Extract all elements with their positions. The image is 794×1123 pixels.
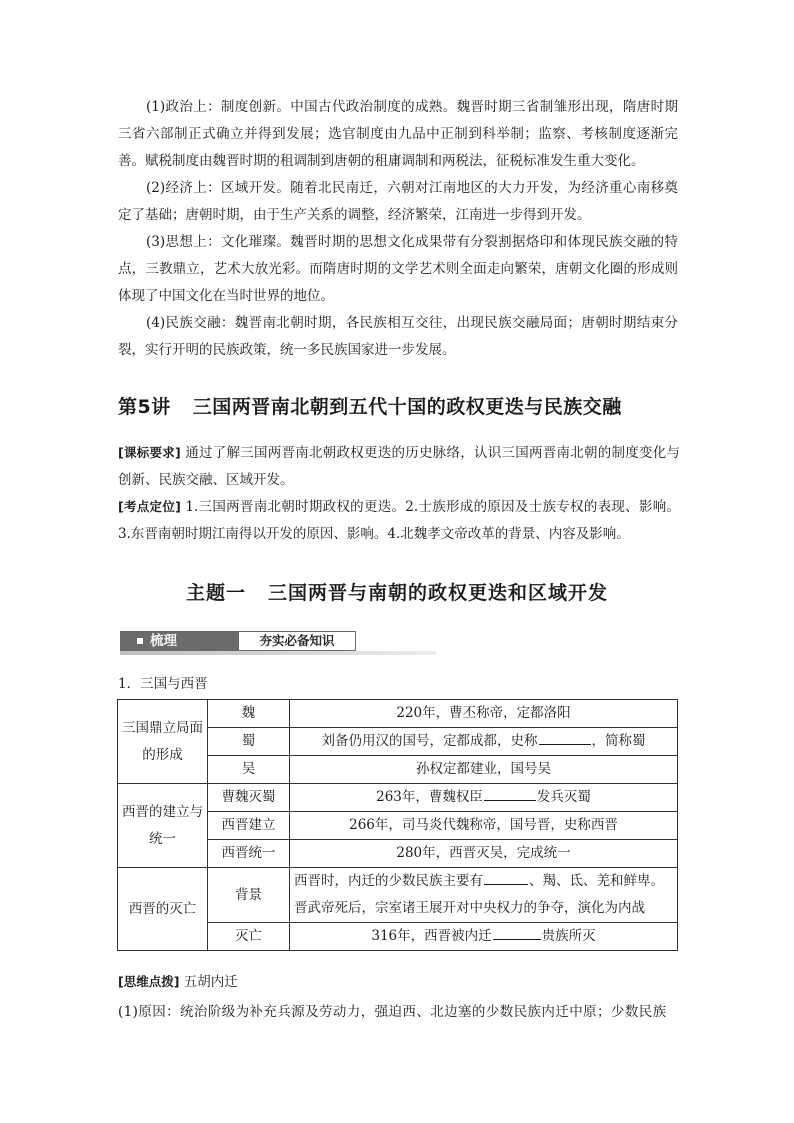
square-bullet-icon bbox=[137, 638, 143, 644]
table-row bbox=[118, 784, 678, 812]
value-cell bbox=[290, 868, 678, 923]
intro-paragraph-thought: (3)思想上：文化璀璨。魏晋时期的思想文化成果带有分裂割据烙印和体现民族交融的特点，三教鼎立，艺术大放光彩。而隋唐时期的文学艺术则全面走向繁荣，唐朝文化圈的形成则体现了中国文化在当时世界的地位。 bbox=[118, 234, 678, 304]
key-cell: 背景 bbox=[208, 868, 290, 923]
key-cell: 灭亡 bbox=[208, 923, 290, 951]
value-text: 西晋时，内迁的少数民族主要有 bbox=[294, 873, 483, 889]
value-cell: 220年，曹丕称帝，定都洛阳 bbox=[290, 700, 678, 728]
thinking-tip-tag: [思维点拨] bbox=[118, 974, 180, 989]
value-text: 、羯、氐、羌和鲜卑。 bbox=[529, 873, 664, 889]
banner-rule bbox=[120, 651, 436, 655]
exam-points bbox=[118, 493, 680, 548]
exam-points-tag: [考点定位] bbox=[118, 499, 181, 514]
value-cell bbox=[290, 784, 678, 812]
key-cell: 魏 bbox=[208, 700, 290, 728]
value-line bbox=[294, 868, 673, 895]
value-cell: 266年，司马炎代魏称帝，国号晋，史称西晋 bbox=[290, 812, 678, 840]
exam-points-text: 1.三国两晋南北朝时期政权的更迭。2.士族形成的原因及士族专权的表现、影响。3.东晋南朝时期江南得以开发的原因、影响。4.北魏孝文帝改革的背景、内容及影响。 bbox=[118, 499, 680, 542]
group-cell-three-kingdoms: 三国鼎立局面的形成 bbox=[118, 700, 208, 784]
value-cell bbox=[290, 923, 678, 951]
banner-review-tab bbox=[120, 631, 238, 651]
value-line: 晋武帝死后，宗室诸王展开对中央权力的争夺，演化为内战 bbox=[294, 900, 645, 916]
table-row bbox=[118, 868, 678, 923]
curriculum-requirement bbox=[118, 439, 680, 494]
lecture-heading bbox=[118, 392, 688, 419]
fill-blank[interactable] bbox=[493, 925, 541, 940]
thinking-tip-title: 五胡内迁 bbox=[183, 974, 238, 990]
curriculum-requirement-text: 通过了解三国两晋南北朝政权更迭的历史脉络，认识三国两晋南北朝的制度变化与创新、民族交融、区域开发。 bbox=[118, 445, 680, 488]
key-cell: 西晋建立 bbox=[208, 812, 290, 840]
section-label: 1．三国与西晋 bbox=[118, 676, 208, 692]
value-text: 贵族所灭 bbox=[541, 928, 596, 944]
value-cell: 孙权定都建业，国号吴 bbox=[290, 756, 678, 784]
intro-paragraph-ethnic: (4)民族交融：魏晋南北朝时期，各民族相互交往，出现民族交融局面；唐朝时期结束分裂，实行开明的民族政策，统一多民族国家进一步发展。 bbox=[118, 315, 678, 358]
value-cell: 280年，西晋灭吴，完成统一 bbox=[290, 840, 678, 868]
key-cell: 蜀 bbox=[208, 728, 290, 756]
group-cell-western-jin-fall: 西晋的灭亡 bbox=[118, 868, 208, 951]
lecture-title: 三国两晋南北朝到五代十国的政权更迭与民族交融 bbox=[192, 396, 622, 418]
topic-title: 三国两晋与南朝的政权更迭和区域开发 bbox=[268, 582, 609, 604]
thinking-tip bbox=[118, 972, 238, 992]
intro-paragraph-economy: (2)经济上：区域开发。随着北民南迁，六朝对江南地区的大力开发，为经济重心南移奠定了基础；唐朝时期，由于生产关系的调整，经济繁荣，江南进一步得到开发。 bbox=[118, 180, 678, 223]
table-row bbox=[118, 700, 678, 728]
value-text: ，简称蜀 bbox=[591, 733, 646, 749]
topic-heading bbox=[0, 578, 794, 605]
section-banner bbox=[120, 631, 436, 655]
group-cell-western-jin-founding: 西晋的建立与统一 bbox=[118, 784, 208, 868]
banner-knowledge-tab: 夯实必备知识 bbox=[238, 631, 356, 651]
fill-blank[interactable] bbox=[484, 786, 536, 801]
value-text: 263年，曹魏权臣 bbox=[376, 789, 483, 805]
fill-blank[interactable] bbox=[484, 870, 528, 885]
key-cell: 西晋统一 bbox=[208, 840, 290, 868]
value-cell bbox=[290, 728, 678, 756]
topic-label: 主题一 bbox=[185, 582, 246, 604]
intro-paragraph-politics: (1)政治上：制度创新。中国古代政治制度的成熟。魏晋时期三省制雏形出现，隋唐时期三省六部制正式确立并得到发展；选官制度由九品中正制到科举制；监察、考核制度逐渐完善。赋税制度由魏晋时期的租调制到唐朝的租庸调制和两税法，征税标准发生重大变化。 bbox=[118, 99, 678, 169]
key-cell: 曹魏灭蜀 bbox=[208, 784, 290, 812]
value-text: 316年，西晋被内迁 bbox=[371, 928, 492, 944]
history-table bbox=[117, 699, 678, 951]
curriculum-requirement-tag: [课标要求] bbox=[118, 445, 181, 460]
key-cell: 吴 bbox=[208, 756, 290, 784]
lecture-number: 第5讲 bbox=[118, 396, 171, 418]
fill-blank[interactable] bbox=[539, 730, 591, 745]
banner-review-label: 梳理 bbox=[150, 633, 177, 649]
value-text: 发兵灭蜀 bbox=[536, 789, 591, 805]
thinking-reason-text: (1)原因：统治阶级为补充兵源及劳动力，强迫西、北边塞的少数民族内迁中原；少数民族 bbox=[118, 1004, 667, 1020]
value-text: 刘备仍用汉的国号，定都成都，史称 bbox=[321, 733, 538, 749]
